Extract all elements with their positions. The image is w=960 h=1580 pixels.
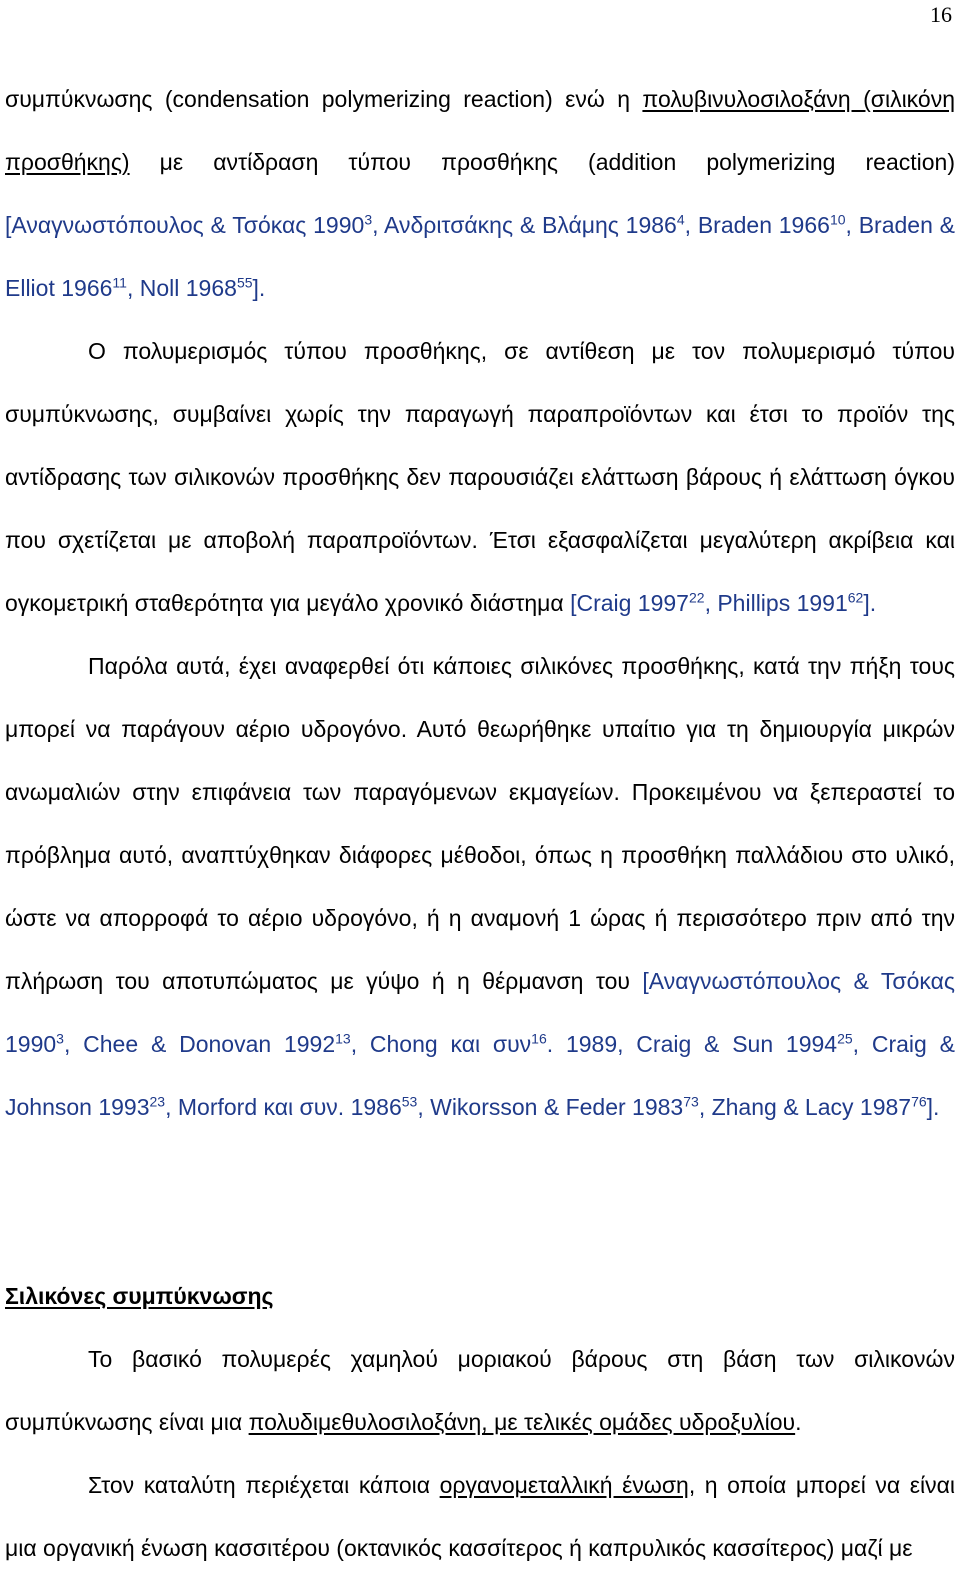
term-link: πολυβινυλοσιλοξάνη (σιλικόνη προσθήκης)	[5, 86, 955, 175]
paragraph-3: Παρόλα αυτά, έχει αναφερθεί ότι κάποιες σιλικόνες προσθήκης, κατά την πήξη τους μπορεί να παράγουν αέριο υδρογόνο. Αυτό θεωρήθηκε υπαίτιο για τη δημιουργία μικρών ανωμαλιών στην επιφάνεια των παραγόμενων εκμαγείων. Προκειμένου να ξεπεραστεί το πρόβλημα αυτό, αναπτύχθηκαν διάφορες μέθοδοι, όπως η προσθήκη παλλάδιου στο υλικό, ώστε να απορροφά το αέριο υδρογόνο, ή η αναμονή 1 ώρας ή περισσότερο πριν από την πλήρωση του αποτυπώματος με γύψο ή η θέρμανση του [Αναγνωστόπουλος & Τσόκας 1990$^3$, Chee & Donovan 1992$^{13}$, Chong και συν$^{16}$. 1989, Craig & Sun 1994$^{25}$, Craig & Johnson 1993$^{23}$, Morford και συν. 1986$^{53}$, Wikorsson & Feder 1983$^{73}$, Zhang & Lacy 1987$^{76}$].	[5, 653, 955, 1120]
paragraph-2: Ο πολυμερισμός τύπου προσθήκης, σε αντίθεση με τον πολυμερισμό τύπου συμπύκνωσης, συμβαίνει χωρίς την παραγωγή παραπροϊόντων και έτσι το προϊόν της αντίδρασης των σιλικονών προσθήκης δεν παρουσιάζει ελάττωση βάρους ή ελάττωση όγκου που σχετίζεται με αποβολή παραπροϊόντων. Έτσι εξασφαλίζεται μεγαλύτερη ακρίβεια και ογκομετρική σταθερότητα για μεγάλο χρονικό διάστημα [Craig 1997$^{22}$, Phillips 1991$^{62}$].	[5, 338, 955, 616]
term-link: πολυδιμεθυλοσιλοξάνη, με τελικές ομάδες υδροξυλίου	[248, 1409, 796, 1435]
term-link: οργανομεταλλική ένωση	[439, 1472, 689, 1498]
section-heading: Σιλικόνες συμπύκνωσης	[5, 1283, 274, 1309]
citation: [Αναγνωστόπουλος & Τσόκας 1990$^3$, Chee & Donovan 1992$^{13}$, Chong και συν$^{16}$. 1989, Craig & Sun 1994$^{25}$, Craig & Johnson 1993$^{23}$, Morford και συν. 1986$^{53}$, Wikorsson & Feder 1983$^{73}$, Zhang & Lacy 1987$^{76}$].	[5, 968, 955, 1120]
paragraph-4: Το βασικό πολυμερές χαμηλού μοριακού βάρους στη βάση των σιλικονών συμπύκνωσης είναι μια πολυδιμεθυλοσιλοξάνη, με τελικές ομάδες υδροξυλίου.	[5, 1346, 955, 1435]
page-number: 16	[930, 2, 952, 27]
paragraph-1: συμπύκνωσης (condensation polymerizing reaction) ενώ η πολυβινυλοσιλοξάνη (σιλικόνη προσθήκης) με αντίδραση τύπου προσθήκης (addition polymerizing reaction) [Αναγνωστόπουλος & Τσόκας 1990$^3$, Ανδριτσάκης & Βλάμης 1986$^4$, Braden 1966$^{10}$, Braden & Elliot 1966$^{11}$, Noll 1968$^{55}$].	[5, 86, 955, 301]
paragraph-5: Στον καταλύτη περιέχεται κάποια οργανομεταλλική ένωση, η οποία μπορεί να είναι μια οργανική ένωση κασσιτέρου (οκτανικός κασσίτερος ή καπρυλικός κασσίτερος) μαζί με	[5, 1472, 956, 1561]
citation: [Craig 1997$^{22}$, Phillips 1991$^{62}$].	[570, 589, 877, 616]
citation: [Αναγνωστόπουλος & Τσόκας 1990$^3$, Ανδριτσάκης & Βλάμης 1986$^4$, Braden 1966$^{10}$, Braden & Elliot 1966$^{11}$, Noll 1968$^{55}$].	[5, 211, 955, 301]
document-body	[5, 68, 955, 1580]
